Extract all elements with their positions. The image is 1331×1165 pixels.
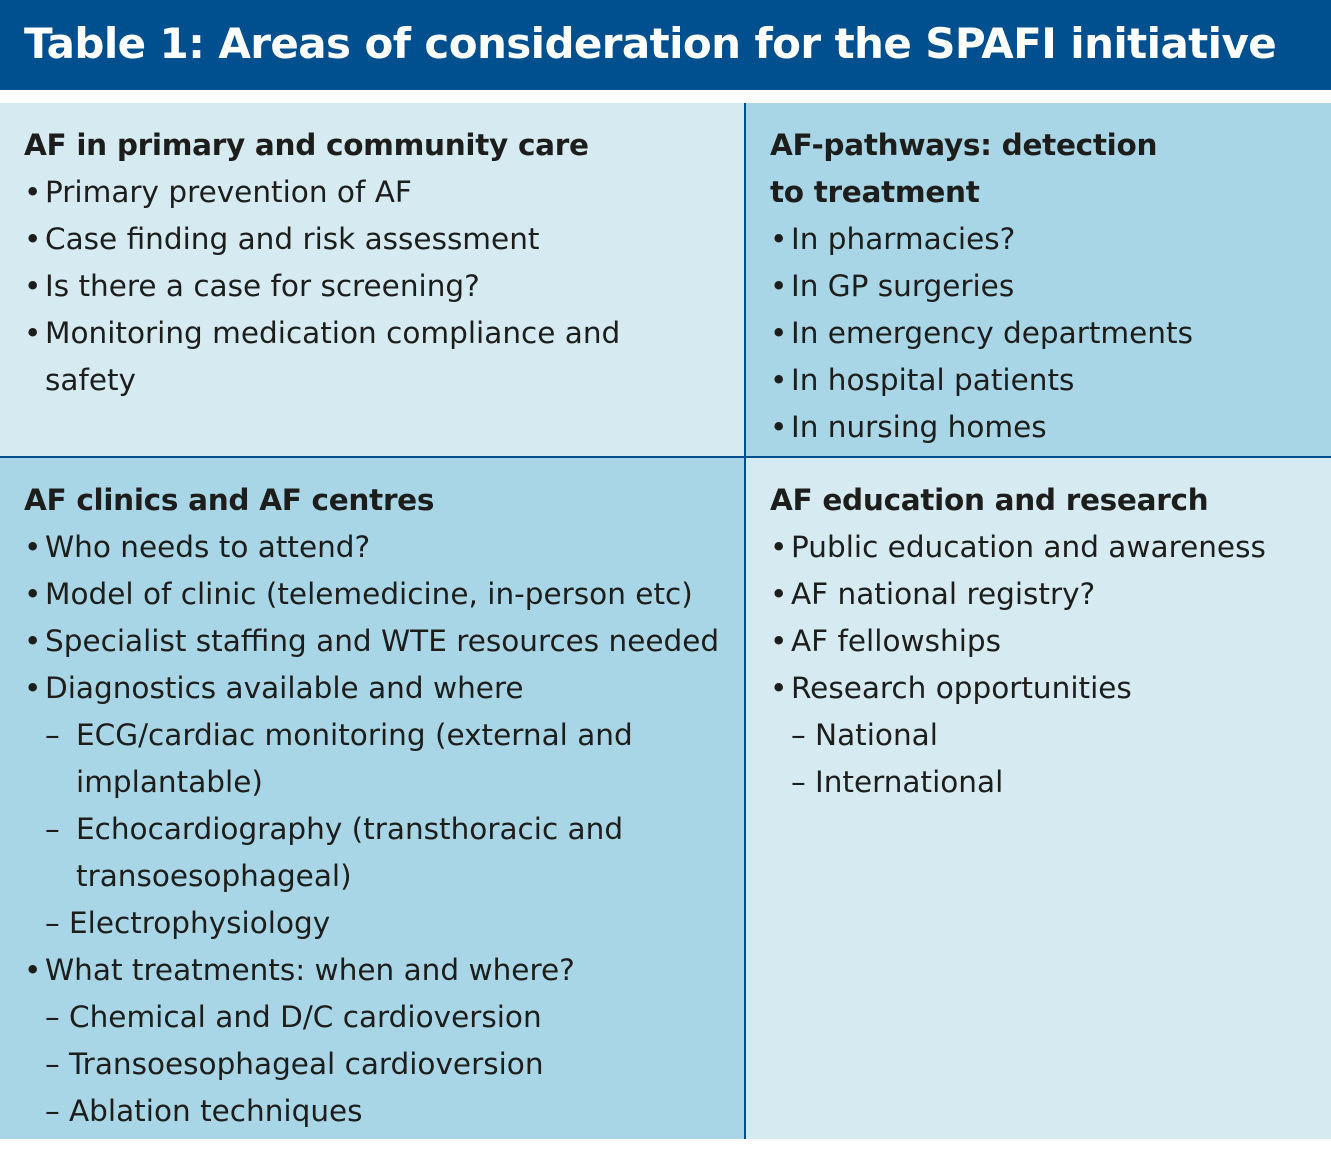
sub-list-item: – Transoesophageal cardioversion bbox=[24, 1041, 734, 1088]
list-item: • AF fellowships bbox=[770, 618, 1321, 665]
list-item: • What treatments: when and where? bbox=[24, 947, 734, 994]
list-item: • Diagnostics available and where bbox=[24, 665, 734, 712]
table-title: Table 1: Areas of consideration for the SPAFI initiative bbox=[0, 0, 1331, 90]
list-item: • In GP surgeries bbox=[770, 263, 1321, 310]
sub-list-item: – International bbox=[770, 759, 1321, 806]
cell-af-pathways bbox=[746, 103, 1331, 456]
column-divider bbox=[744, 103, 746, 1139]
bullet-list bbox=[770, 524, 1321, 806]
bullet-list bbox=[770, 216, 1321, 451]
sub-list-item: – Ablation techniques bbox=[24, 1088, 734, 1135]
list-item: • In emergency departments bbox=[770, 310, 1321, 357]
cell-primary-community-care bbox=[0, 103, 744, 456]
title-divider bbox=[0, 90, 1331, 103]
list-item: • Monitoring medication compliance and safety bbox=[24, 310, 734, 404]
list-item: • AF national registry? bbox=[770, 571, 1321, 618]
cell-af-clinics-centres bbox=[0, 458, 744, 1139]
list-item: • In pharmacies? bbox=[770, 216, 1321, 263]
sub-list-item: – Echocardiography (transthoracic and transoesophageal) bbox=[24, 806, 734, 900]
cell-heading: AF clinics and AF centres bbox=[24, 483, 435, 517]
bullet-list bbox=[24, 169, 734, 404]
cell-heading: AF in primary and community care bbox=[24, 128, 589, 162]
cell-heading: AF-pathways: detection to treatment bbox=[770, 128, 1158, 209]
list-item: • Public education and awareness bbox=[770, 524, 1321, 571]
row-divider bbox=[0, 456, 1331, 458]
cell-heading: AF education and research bbox=[770, 483, 1209, 517]
cell-af-education-research bbox=[746, 458, 1331, 1139]
list-item: • Model of clinic (telemedicine, in-person etc) bbox=[24, 571, 734, 618]
list-item: • In hospital patients bbox=[770, 357, 1321, 404]
list-item: • Case finding and risk assessment bbox=[24, 216, 734, 263]
sub-list-item: – National bbox=[770, 712, 1321, 759]
sub-list-item: – Electrophysiology bbox=[24, 900, 734, 947]
list-item: • In nursing homes bbox=[770, 404, 1321, 451]
list-item: • Who needs to attend? bbox=[24, 524, 734, 571]
list-item: • Primary prevention of AF bbox=[24, 169, 734, 216]
bullet-list bbox=[24, 524, 734, 1135]
sub-list-item: – ECG/cardiac monitoring (external and implantable) bbox=[24, 712, 734, 806]
list-item: • Is there a case for screening? bbox=[24, 263, 734, 310]
sub-list-item: – Chemical and D/C cardioversion bbox=[24, 994, 734, 1041]
list-item: • Specialist staffing and WTE resources needed bbox=[24, 618, 734, 665]
list-item: • Research opportunities bbox=[770, 665, 1321, 712]
